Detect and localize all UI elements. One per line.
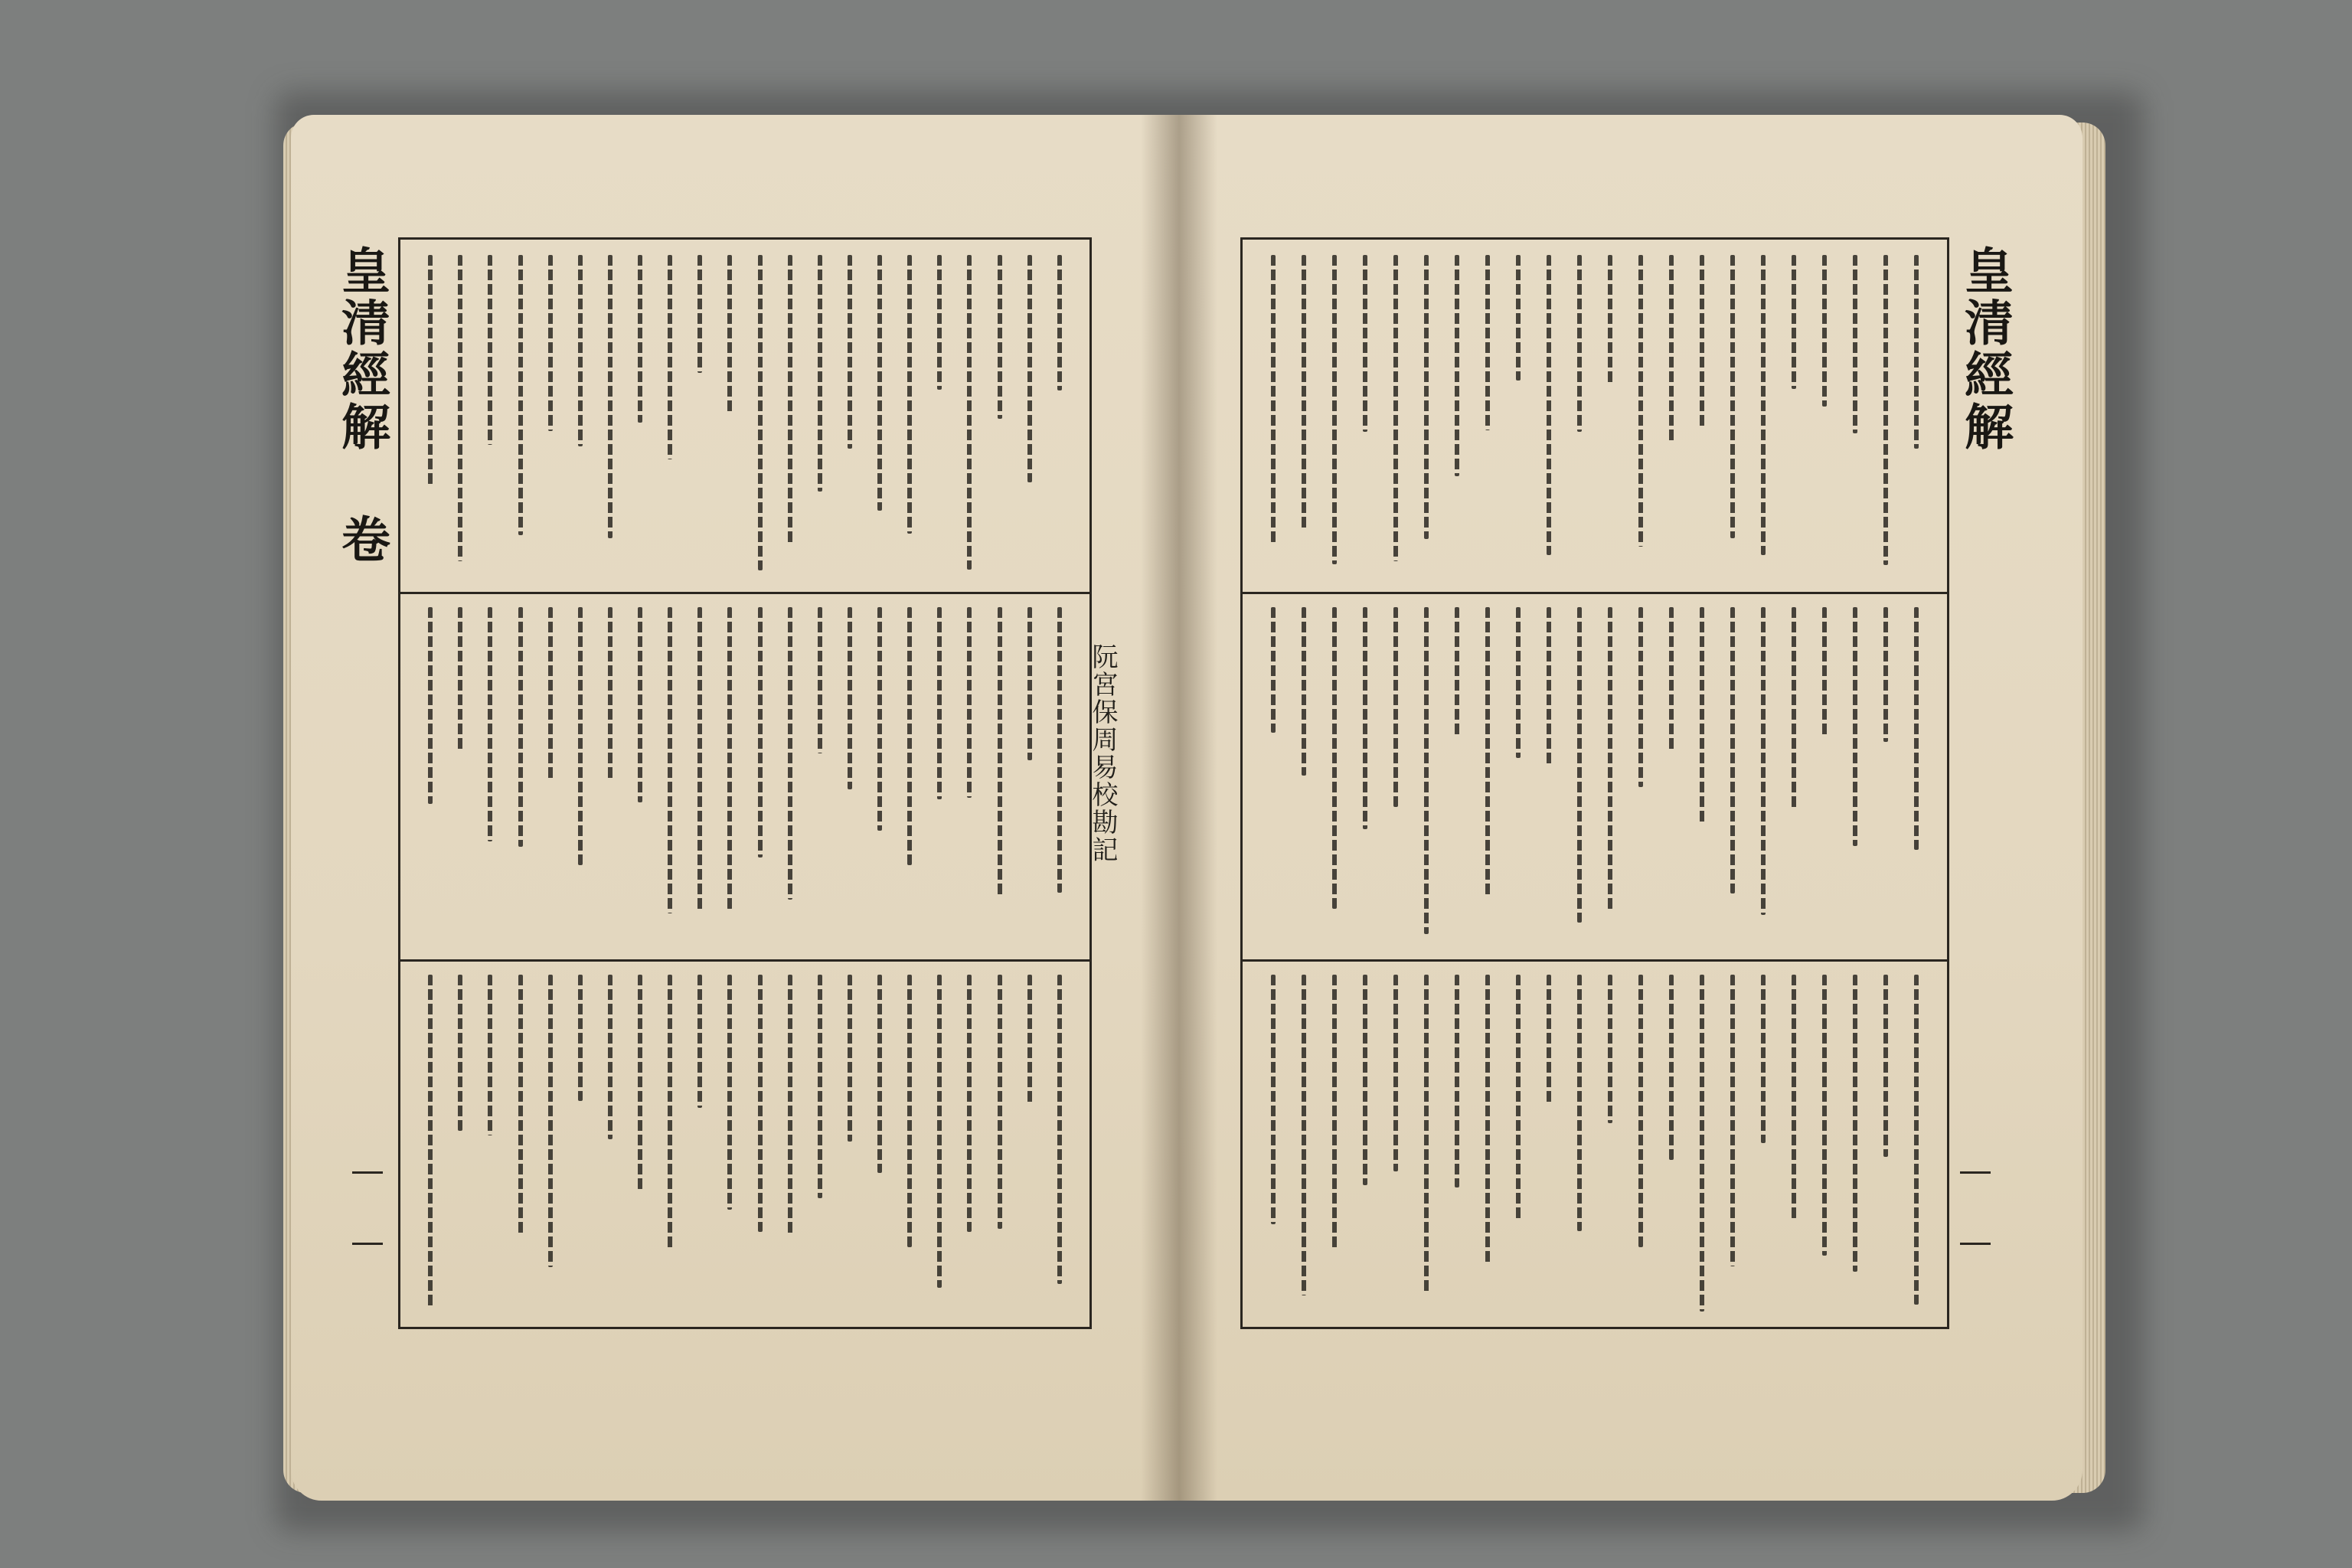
text-column-placeholder	[1455, 975, 1459, 1187]
text-column-placeholder	[1730, 607, 1735, 893]
text-column-placeholder	[548, 607, 553, 781]
text-column-placeholder	[1485, 607, 1490, 898]
text-column-placeholder	[998, 975, 1002, 1229]
text-column-placeholder	[638, 255, 642, 423]
text-column-placeholder	[1669, 975, 1674, 1160]
text-column-placeholder	[1547, 975, 1551, 1105]
text-column-placeholder	[428, 975, 433, 1308]
text-column-placeholder	[1730, 975, 1735, 1266]
text-column-placeholder	[1057, 975, 1062, 1284]
text-column-placeholder	[1914, 255, 1919, 449]
text-column-placeholder	[1853, 607, 1857, 846]
text-column-placeholder	[1302, 255, 1306, 530]
text-column-placeholder	[1761, 255, 1766, 555]
text-column-placeholder	[1822, 607, 1827, 738]
text-column-placeholder	[1547, 255, 1551, 555]
text-column-placeholder	[518, 607, 523, 847]
text-column-placeholder	[1853, 975, 1857, 1272]
text-column-placeholder	[788, 607, 792, 900]
text-column-placeholder	[1027, 607, 1032, 760]
text-column-placeholder	[907, 255, 912, 534]
text-column-placeholder	[848, 975, 852, 1142]
left-register-divider-upper	[400, 592, 1089, 594]
text-column-placeholder	[578, 255, 583, 446]
text-column-placeholder	[488, 975, 492, 1135]
text-column-placeholder	[1608, 975, 1612, 1123]
text-column-placeholder	[458, 607, 462, 753]
text-column-placeholder	[1057, 255, 1062, 390]
text-column-placeholder	[1822, 975, 1827, 1256]
text-column-placeholder	[428, 607, 433, 804]
text-column-placeholder	[848, 255, 852, 449]
right-folio-mark	[1960, 1171, 1991, 1245]
text-column-placeholder	[1516, 255, 1521, 381]
text-column-placeholder	[1792, 975, 1796, 1219]
text-column-placeholder	[998, 255, 1002, 419]
text-column-placeholder	[877, 607, 882, 831]
text-column-placeholder	[488, 607, 492, 841]
text-column-placeholder	[1700, 607, 1704, 824]
text-column-placeholder	[1485, 975, 1490, 1266]
text-column-placeholder	[668, 975, 672, 1249]
text-column-placeholder	[1822, 255, 1827, 407]
text-column-placeholder	[1393, 975, 1398, 1171]
text-column-placeholder	[1638, 975, 1643, 1247]
text-column-placeholder	[937, 255, 942, 390]
book-gutter	[1141, 115, 1217, 1501]
text-column-placeholder	[548, 975, 553, 1267]
text-column-placeholder	[1027, 975, 1032, 1105]
text-column-placeholder	[518, 255, 523, 535]
text-column-placeholder	[1027, 255, 1032, 482]
text-column-placeholder	[1577, 975, 1582, 1231]
text-column-placeholder	[877, 975, 882, 1173]
text-column-placeholder	[1883, 255, 1888, 565]
text-column-placeholder	[1608, 255, 1612, 384]
text-column-placeholder	[907, 607, 912, 865]
text-column-placeholder	[1332, 975, 1337, 1249]
text-column-placeholder	[1853, 255, 1857, 433]
text-column-placeholder	[967, 607, 972, 798]
text-column-placeholder	[937, 607, 942, 799]
text-column-placeholder	[1638, 607, 1643, 787]
text-column-placeholder	[638, 607, 642, 802]
text-column-placeholder	[578, 975, 583, 1101]
text-column-placeholder	[1700, 255, 1704, 427]
text-column-placeholder	[1455, 607, 1459, 737]
text-column-placeholder	[758, 607, 763, 858]
text-column-placeholder	[758, 975, 763, 1232]
text-column-placeholder	[1393, 607, 1398, 807]
text-column-placeholder	[877, 255, 882, 511]
text-column-placeholder	[697, 255, 702, 373]
text-column-placeholder	[1792, 255, 1796, 389]
text-column-placeholder	[937, 975, 942, 1288]
right-margin-title: 皇清經解	[1956, 245, 2014, 453]
text-column-placeholder	[697, 607, 702, 913]
text-column-placeholder	[1302, 607, 1306, 776]
text-column-placeholder	[1057, 607, 1062, 893]
text-column-placeholder	[727, 255, 732, 413]
text-column-placeholder	[788, 975, 792, 1235]
text-column-placeholder	[1792, 607, 1796, 811]
text-column-placeholder	[967, 255, 972, 570]
text-column-placeholder	[697, 975, 702, 1108]
text-column-placeholder	[1914, 975, 1919, 1305]
text-column-placeholder	[608, 607, 612, 779]
text-column-placeholder	[998, 607, 1002, 897]
text-column-placeholder	[727, 607, 732, 910]
text-column-placeholder	[608, 975, 612, 1139]
text-column-placeholder	[758, 255, 763, 570]
text-column-placeholder	[578, 607, 583, 865]
text-column-placeholder	[1271, 255, 1276, 543]
text-column-placeholder	[638, 975, 642, 1190]
text-column-placeholder	[1332, 607, 1337, 909]
text-column-placeholder	[1516, 975, 1521, 1220]
text-column-placeholder	[818, 975, 822, 1198]
text-column-placeholder	[818, 255, 822, 492]
text-column-placeholder	[1669, 607, 1674, 752]
right-register-divider-lower	[1243, 959, 1947, 962]
left-folio-mark	[352, 1171, 383, 1245]
text-column-placeholder	[668, 255, 672, 459]
text-column-placeholder	[1914, 607, 1919, 850]
text-column-placeholder	[428, 255, 433, 485]
text-column-placeholder	[608, 255, 612, 538]
text-column-placeholder	[1730, 255, 1735, 538]
text-column-placeholder	[1393, 255, 1398, 561]
text-column-placeholder	[1577, 255, 1582, 432]
right-text-frame	[1240, 237, 1949, 1329]
text-column-placeholder	[818, 607, 822, 753]
text-column-placeholder	[1608, 607, 1612, 910]
text-column-placeholder	[1577, 607, 1582, 923]
text-column-placeholder	[907, 975, 912, 1247]
left-register-divider-lower	[400, 959, 1089, 962]
text-column-placeholder	[1516, 607, 1521, 758]
text-column-placeholder	[458, 255, 462, 561]
left-text-frame	[398, 237, 1092, 1329]
text-column-placeholder	[1302, 975, 1306, 1295]
left-page	[291, 115, 1179, 1501]
text-column-placeholder	[848, 607, 852, 789]
text-column-placeholder	[1547, 607, 1551, 765]
text-column-placeholder	[1700, 975, 1704, 1312]
text-column-placeholder	[518, 975, 523, 1236]
text-column-placeholder	[1271, 607, 1276, 733]
text-column-placeholder	[1761, 975, 1766, 1143]
text-column-placeholder	[1424, 255, 1429, 539]
text-column-placeholder	[1883, 975, 1888, 1157]
text-column-placeholder	[488, 255, 492, 445]
text-column-placeholder	[967, 975, 972, 1232]
text-column-placeholder	[1424, 975, 1429, 1293]
text-column-placeholder	[1363, 255, 1367, 432]
left-margin-title: 皇清經解 卷	[333, 245, 390, 566]
text-column-placeholder	[1761, 607, 1766, 915]
right-register-divider-upper	[1243, 592, 1947, 594]
colophon: 阮宮保周易校勘記	[1087, 643, 1118, 864]
text-column-placeholder	[1455, 255, 1459, 476]
text-column-placeholder	[458, 975, 462, 1131]
text-column-placeholder	[1363, 975, 1367, 1185]
text-column-placeholder	[727, 975, 732, 1210]
text-column-placeholder	[1485, 255, 1490, 430]
text-column-placeholder	[1271, 975, 1276, 1224]
text-column-placeholder	[1669, 255, 1674, 444]
text-column-placeholder	[1883, 607, 1888, 742]
text-column-placeholder	[1638, 255, 1643, 547]
text-column-placeholder	[1363, 607, 1367, 829]
right-page	[1179, 115, 2082, 1501]
text-column-placeholder	[788, 255, 792, 544]
text-column-placeholder	[1332, 255, 1337, 564]
text-column-placeholder	[1424, 607, 1429, 934]
text-column-placeholder	[668, 607, 672, 913]
text-column-placeholder	[548, 255, 553, 431]
